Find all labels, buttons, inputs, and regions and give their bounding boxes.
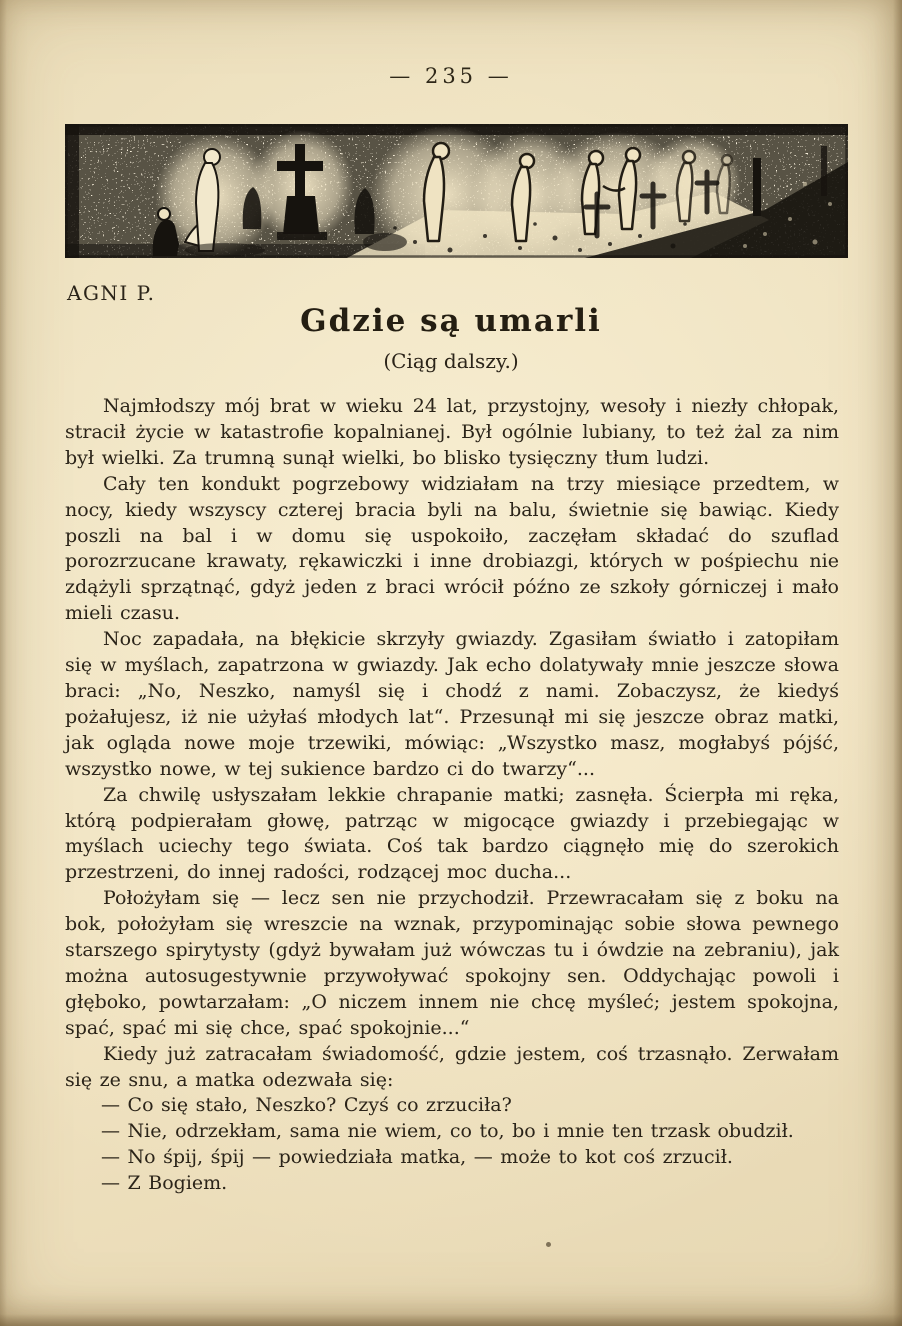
- cemetery-illustration: [65, 124, 848, 258]
- paragraph-2: Cały ten kondukt pogrzebowy widziałam na trzy miesiące przedtem, w nocy, kiedy wszyscy czterej bracia byli na balu, świetnie się bawiąc. Kiedy poszli na bal i w domu się uspokoiło, zaczęłam składać do szuflad porozrzucane krawaty, rękawiczki i inne drobiazgi, których w pośpiechu nie zdążyli sprzątnąć, gdyż jeden z braci wrócił późno ze szkoły górniczej i mało mieli czasu.: [65, 472, 839, 625]
- cemetery-night-scene-image: [65, 124, 848, 258]
- paragraph-3: Noc zapadała, na błękicie skrzyły gwiazdy. Zgasiłam światło i zatopiłam się w myślach, zapatrzona w gwiazdy. Jak echo dolatywały mnie jeszcze słowa braci: „No, Neszko, namyśl się i chodź z nami. Zobaczysz, że kiedyś pożałujesz, iż nie użyłaś młodych lat“. Przesunął mi się jeszcze obraz matki, jak ogląda nowe moje trzewiki, mówiąc: „Wszystko masz, mogłabyś pójść, wszystko nowe, w tej sukience bardzo ci do twarzy“...: [65, 628, 839, 780]
- page-edge-right: [893, 0, 902, 1326]
- scan-speck: [546, 1242, 551, 1247]
- paragraph-6: Kiedy już zatracałam świadomość, gdzie jestem, coś trzasnąło. Zerwałam się ze snu, a matka odezwała się:: [65, 1042, 839, 1091]
- paragraph-5: Położyłam się — lecz sen nie przychodził. Przewracałam się z boku na bok, położyłam się wreszcie na wznak, przypominając sobie słowa pewnego starszego spirytysty (gdyż bywałam już wówczas tu i ówdzie na zebraniu), jak można autosugestywnie przywoływać spokojny sen. Oddychając powoli i głęboko, powtarzałam: „O niczem innem nie chcę myśleć; jestem spokojna, spać, spać mi się chce, spać spokojnie...“: [65, 887, 839, 1039]
- paragraph-1: Najmłodszy mój brat w wieku 24 lat, przystojny, wesoły i niezły chłopak, stracił życie w katastrofie kopalnianej. Był ogólnie lubiany, to też żal za nim był wielki. Za trumną sunął wielki, bo blisko tysięczny tłum ludzi.: [65, 395, 839, 469]
- article-subtitle: (Ciąg dalszy.): [383, 349, 519, 373]
- page-edge-bottom: [0, 1314, 902, 1326]
- article-title: Gdzie są umarli: [300, 303, 602, 339]
- dialogue-line-2: — Nie, odrzekłam, sama nie wiem, co to, bo i mnie ten trzask obudził.: [101, 1120, 794, 1143]
- article-body: [65, 394, 839, 1197]
- dialogue-line-4: — Z Bogiem.: [101, 1172, 228, 1195]
- page-edge-left: [0, 0, 7, 1326]
- paragraph-4: Za chwilę usłyszałam lekkie chrapanie matki; zasnęła. Ścierpła mi ręka, którą podpierałam głowę, patrząc w migocące gwiazdy i przebiegając w myślach uciechy tego świata. Coś tak bardzo ciągnęło mię do szerokich przestrzeni, do innej radości, rodzącej moc ducha...: [65, 783, 839, 884]
- author-name: AGNI P.: [67, 281, 156, 305]
- dialogue-line-1: — Co się stało, Neszko? Czyś co zrzuciła?: [101, 1094, 512, 1117]
- page-number: — 235 —: [389, 64, 513, 88]
- dialogue-line-3: — No śpij, śpij — powiedziała matka, — może to kot coś zrzucił.: [101, 1146, 733, 1169]
